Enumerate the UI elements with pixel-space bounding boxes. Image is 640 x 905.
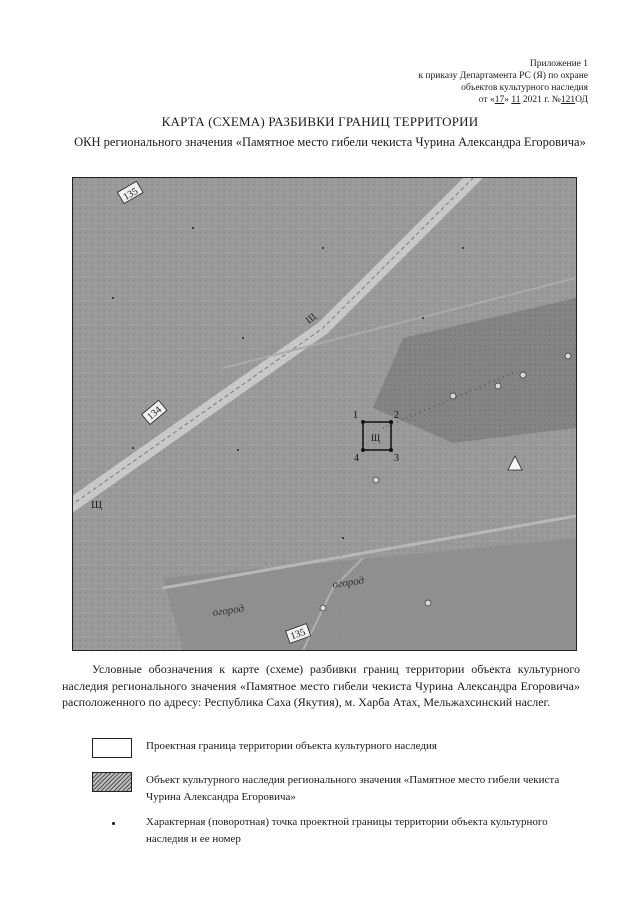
tree-icon [520, 372, 526, 378]
road-symbol-label: Щ [303, 311, 319, 327]
point-label-2: 2 [394, 410, 399, 421]
legend-intro: Условные обозначения к карте (схеме) разбивки границ территории объекта культурного наследия регионального значения «Памятное место гибели чекиста Чурина Александра Егоровича» расположенного по адресу: Республика Саха (Якутия), м. Харба Атах, Мельжахсинский наслег. [62, 662, 580, 709]
order-prefix: от « [478, 95, 495, 105]
road-label-134: 134 [145, 404, 164, 423]
field-label-garden-2: огород [211, 602, 245, 619]
point-3 [389, 448, 393, 452]
monument-symbol: Щ [371, 433, 381, 443]
legend-item-heritage-object [92, 772, 592, 808]
point-label-3: 3 [394, 453, 399, 464]
order-suffix: ОД [575, 95, 588, 105]
road-label-135-top: 135 [121, 185, 141, 203]
appendix-title: Приложение 1 [529, 59, 588, 69]
point-2 [389, 420, 393, 424]
order-number: 121 [560, 95, 576, 105]
point-4 [361, 448, 365, 452]
tree-icon [320, 605, 326, 611]
order-mid: » [504, 95, 512, 105]
tree-icon [450, 393, 456, 399]
west-symbol-label: Щ [91, 499, 103, 511]
point-label-4: 4 [354, 453, 359, 464]
order-date-line [328, 94, 588, 106]
legend-text-boundary: Проектная граница территории объекта культурного наследия [146, 740, 437, 752]
tree-icon [425, 600, 431, 606]
road-label-135-bottom: 135 [289, 626, 307, 643]
legend-item-boundary [92, 738, 592, 758]
boundary-map [72, 177, 577, 651]
tree-icon [495, 383, 501, 389]
legend-text-point: Характерная (поворотная) точка проектной границы территории объекта культурного наследия и ее номер [146, 816, 548, 845]
appendix-order-ref-2: объектов культурного наследия [461, 83, 588, 93]
appendix-block [328, 58, 588, 106]
order-year: 2021 г. № [520, 95, 561, 105]
legend-text-heritage-object: Объект культурного наследия регионального значения «Памятное место гибели чекиста Чурина Александра Егоровича» [146, 774, 560, 803]
point-dot-icon [112, 822, 115, 825]
order-month: 11 [511, 95, 521, 105]
field-label-garden-1: огород [331, 574, 365, 591]
hatched-rectangle-icon [92, 772, 132, 792]
tree-icon [373, 477, 379, 483]
empty-rectangle-icon [92, 738, 132, 758]
point-label-1: 1 [353, 410, 358, 421]
legend-item-point [92, 814, 592, 850]
appendix-order-ref: к приказу Департамента РС (Я) по охране [418, 71, 588, 81]
tree-icon [565, 353, 571, 359]
order-day: 17 [494, 95, 505, 105]
point-1 [361, 420, 365, 424]
page-title: КАРТА (СХЕМА) РАЗБИВКИ ГРАНИЦ ТЕРРИТОРИИ [161, 114, 479, 129]
page-subtitle: ОКН регионального значения «Памятное место гибели чекиста Чурина Александра Егоровича» [74, 135, 586, 149]
map-drawing [73, 178, 576, 650]
